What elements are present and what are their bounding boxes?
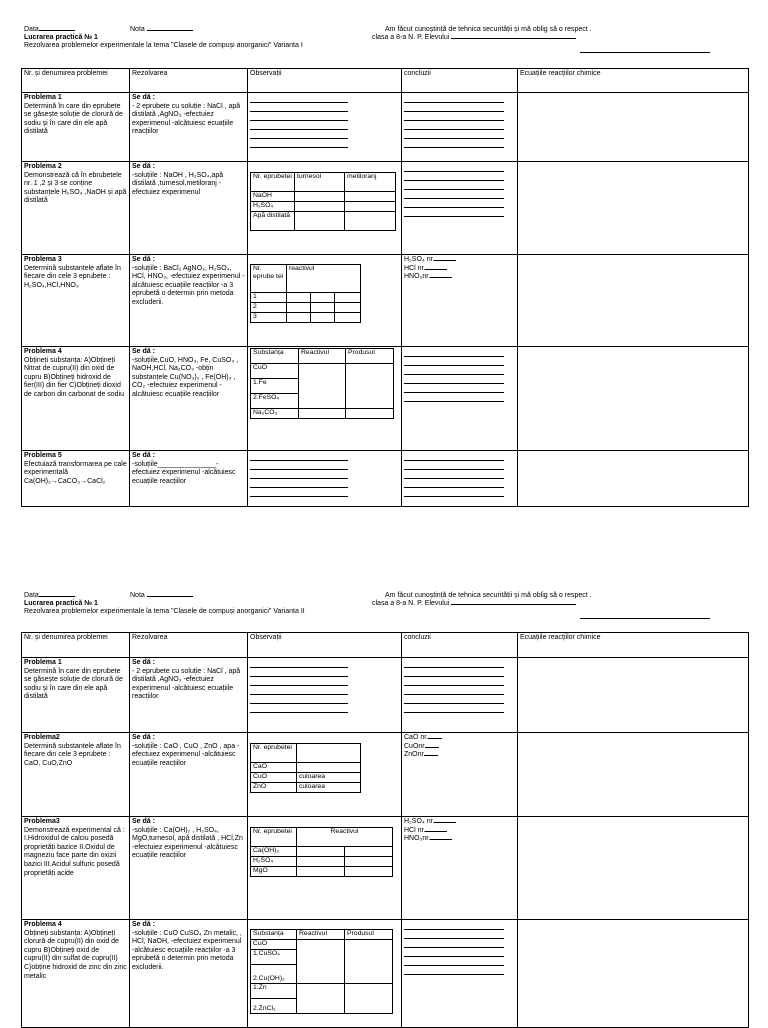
table-row (22, 733, 749, 817)
given-title: Se dă : (132, 94, 155, 101)
inner-header: Substanța (251, 930, 297, 940)
problem-text: Determină substantele aflate în fiecare din cele 3 eprubete : CaO, CuO,ZnO (24, 742, 121, 767)
given-text: -soluțiile : CuO CuSO₄ Zn metalic, , HCl, NaOH, -efectuiez experimenul -alcătuiesc ecuațiile reacțiilor -a 3 eprubetă o determin prin metoda excluderii. (132, 929, 242, 971)
given-title: Se dă : (132, 921, 155, 928)
worksheet-subtitle: Rezolvarea problemelor experimentale la tema "Clasele de compuși anorganici" Varianta II (24, 608, 305, 615)
worksheet-title: Lucrarea practică № 1 (24, 600, 98, 607)
given-text: -soluțiile : Ca(OH)₂ , H₂SO₄, MgO,turnesol, apă distilată , HCl,Zn -efectuiez experimenul -alcătuiesc ecuațiile reacțiilor (132, 826, 243, 860)
col-header: Ecuațiile reacțiilor chimice (518, 633, 749, 658)
worksheet-subtitle: Rezolvarea problemelor experimentale la tema "Clasele de compuși anorganici" Varianta I (24, 42, 303, 49)
inner-row-label: 1.CuSO₄ (251, 950, 297, 965)
date-field: Data (24, 592, 75, 601)
conclusion-item[interactable]: H₂SO₄ nr. (404, 818, 515, 827)
student-name-line (580, 614, 710, 623)
col-header: Rezolvarea (130, 69, 248, 93)
equations-cell[interactable] (518, 451, 749, 507)
given-text: - 2 eprubete cu soluție : NaCl , apă distilată ,AgNO₃ -efectuiez experimenul -alcătuiesc ecuațiile reacțiilor (132, 102, 241, 136)
equations-cell[interactable] (518, 93, 749, 162)
given-text: -soluțiile,CuO, HNO₃, Fe, CuSO₄ , NaOH,HCl, Na₂CO₃ -obțin substanțele Cu(NO₃)₂ , Fe(OH)₃ , CO₂ -efectuiez experimenul -alcătuiesc ecuațiile reacțiilor (132, 356, 239, 398)
observation-lines[interactable] (250, 659, 348, 713)
class-student-field: clasa a 8-a N. P. Elevului (372, 600, 576, 609)
inner-row-label: CuO (251, 773, 297, 783)
synthesis-table (250, 929, 393, 1014)
equations-cell[interactable] (518, 733, 749, 817)
given-text: - 2 eprubete cu soluție : NaCl , apă distilată ,AgNO₃ -efectuiez experimenul -alcătuiesc ecuațiile reacțiilor (132, 667, 241, 701)
inner-row-label: Apă distilată (251, 212, 295, 231)
conclusion-lines[interactable] (404, 163, 504, 217)
table-row (22, 347, 749, 451)
color-table (250, 743, 361, 793)
table-header-row (22, 633, 749, 658)
col-header: Nr. și denumirea problemei (22, 633, 130, 658)
given-title: Se dă : (132, 452, 155, 459)
inner-header: Nr. eprubetei (251, 828, 297, 847)
problem-title: Problema 1 (24, 659, 62, 666)
given-text: -soluțiile : NaOH , H₂SO₄,apă distilată ,turnesol,metiloranj -efectuiez experimenul (132, 171, 224, 196)
inner-header: Nr. eprubetei (251, 744, 297, 763)
conclusion-lines[interactable] (404, 452, 504, 497)
inner-header: Nr. eprubetei (251, 173, 295, 192)
given-title: Se dă : (132, 734, 155, 741)
grade-field: Nota (130, 26, 193, 35)
inner-row-label: 2.Cu(OH)₂ (251, 965, 297, 984)
reagent-table (250, 264, 361, 323)
problem-text: Efectuiază transformarea pe cale experimentală Ca(OH)₂→CaCO₃→CaCl₂ (24, 460, 127, 485)
given-title: Se dă : (132, 818, 155, 825)
given-title: Se dă : (132, 348, 155, 355)
safety-statement: Am făcut cunoștință de tehnica securității și mă oblig să o respect . (385, 592, 592, 599)
table-row (22, 451, 749, 507)
date-field: Data (24, 26, 75, 35)
col-header: Observații (248, 69, 402, 93)
table-row (22, 817, 749, 920)
conclusion-item[interactable]: H₂SO₄ nr. (404, 256, 515, 265)
inner-header: metiloranj (345, 173, 396, 192)
problem-title: Problema 5 (24, 452, 62, 459)
problem-text: Demonstrează experimental că : I.Hidroxidul de calciu posedă proprietăți bazice II.Oxidul de magneziu face parte din oxizii bazici III.Acidul sulfuric posedă proprietăți acide (24, 826, 125, 877)
table-row (22, 93, 749, 162)
problem-text: Demonstrează că în ebrubetele nr. 1 ,2 și 3 se conține substanțele H₂SO₄ ,NaOH și apă distilată (24, 171, 127, 205)
table-row (22, 658, 749, 733)
conclusion-item[interactable]: HCl nr. (404, 265, 515, 274)
conclusion-item[interactable]: HNO₃nr. (404, 273, 515, 282)
inner-row-label: 1 (251, 293, 287, 303)
inner-cell[interactable]: culoarea (297, 783, 361, 793)
table-row (22, 162, 749, 255)
inner-row-label: 2.FeSO₄ (251, 394, 299, 409)
table-header-row (22, 69, 749, 93)
inner-row-label: ZnO (251, 783, 297, 793)
problem-title: Problema2 (24, 734, 60, 741)
col-header: concluzii (402, 633, 518, 658)
class-student-field: clasa a 8-a N. P. Elevului (372, 34, 576, 43)
inner-header: Nr. eprube tei (251, 265, 287, 293)
given-text: -soluțiile : CaO , CuO , ZnO , apa -efectuiez experimenul -alcătuiesc ecuațiile reacțiilor (132, 742, 240, 767)
inner-cell[interactable] (297, 763, 361, 773)
table-row (22, 920, 749, 1028)
problem-title: Problema 4 (24, 921, 62, 928)
inner-header: reactivul (287, 265, 361, 293)
worksheet-title: Lucrarea practică № 1 (24, 34, 98, 41)
problems-table (21, 68, 749, 507)
equations-cell[interactable] (518, 658, 749, 733)
col-header: concluzii (402, 69, 518, 93)
conclusion-item[interactable]: CaO nr. (404, 734, 515, 743)
conclusion-item[interactable]: HCl nr. (404, 827, 515, 836)
inner-header (297, 744, 361, 763)
inner-row-label: 1.Zn (251, 984, 297, 999)
conclusion-lines[interactable] (404, 921, 504, 975)
problem-text: Determină în care din eprubete se găsește soluție de clorură de sodiu și în care din ele apă distilată (24, 102, 123, 136)
col-header: Nr. și denumirea problemei (22, 69, 130, 93)
col-header: Ecuațiile reacțiilor chimice (518, 69, 749, 93)
inner-header: Substanța (251, 349, 299, 364)
problem-title: Problema 4 (24, 348, 62, 355)
problem-title: Problema 3 (24, 256, 62, 263)
equations-cell[interactable] (518, 347, 749, 451)
safety-statement: Am făcut cunoștință de tehnica securității și mă oblig să o respect . (385, 26, 592, 33)
table-row (22, 255, 749, 347)
inner-row-label: Ca(OH)₂ (251, 847, 297, 857)
inner-row-label: 2.ZnCl₂ (251, 999, 297, 1014)
given-title: Se dă : (132, 659, 155, 666)
inner-row-label: Na₂CO₃ (251, 409, 299, 419)
inner-cell[interactable]: culoarea (297, 773, 361, 783)
indicator-table (250, 172, 396, 231)
inner-header: Reactivul (299, 349, 346, 364)
inner-row-label: 1.Fe (251, 379, 299, 394)
col-header: Rezolvarea (130, 633, 248, 658)
inner-header: Reactivul (297, 930, 345, 940)
inner-row-label: 2 (251, 303, 287, 313)
inner-header: Produsul (345, 930, 393, 940)
given-text: -soluțiile : BaCl₂ AgNO₃, H₂SO₄, HCl, HNO₃, -efectuiez experimenul -alcătuiesc ecuațiile reacțiilor -a 3 eprubetă o determin prin metoda excluderii. (132, 264, 245, 306)
conclusion-lines[interactable] (404, 659, 504, 713)
problem-title: Problema3 (24, 818, 60, 825)
inner-row-label: H₂SO₄ (251, 857, 297, 867)
inner-row-label: CaO (251, 763, 297, 773)
grade-field: Nota (130, 592, 193, 601)
col-header: Observații (248, 633, 402, 658)
equations-cell[interactable] (518, 920, 749, 1028)
inner-row-label: H₂SO₄ (251, 202, 295, 212)
inner-row-label: 3 (251, 313, 287, 323)
given-text: -soluțiile_______________- efectuiez experimenul -alcătuiesc ecuațiile reacțiilor (132, 460, 236, 485)
inner-row-label: CuO (251, 940, 297, 950)
problem-title: Problema 2 (24, 163, 62, 170)
problem-text: Determină în care din eprubete se găsește soluție de clorură de sodiu și în care din ele apă distilată (24, 667, 123, 701)
given-title: Se dă : (132, 256, 155, 263)
inner-row-label: MgO (251, 867, 297, 877)
conclusion-lines[interactable] (404, 348, 504, 402)
inner-row-label: NaOH (251, 192, 295, 202)
reagent-table (250, 827, 393, 877)
synthesis-table (250, 348, 394, 419)
problem-title: Problema 1 (24, 94, 62, 101)
problems-table (21, 632, 749, 1028)
equations-cell[interactable] (518, 817, 749, 920)
observation-lines[interactable] (250, 452, 348, 497)
inner-header: Produsul (346, 349, 394, 364)
given-title: Se dă : (132, 163, 155, 170)
equations-cell[interactable] (518, 162, 749, 255)
conclusion-lines[interactable] (404, 94, 504, 148)
conclusion-item[interactable]: ZnOnr (404, 751, 515, 760)
problem-text: Determină substantele aflate în fiecare din cele 3 eprubete : H₂SO₄,HCl,HNO₃ (24, 264, 121, 289)
inner-header: turnesol (295, 173, 345, 192)
observation-lines[interactable] (250, 94, 348, 148)
student-name-line (580, 48, 710, 57)
equations-cell[interactable] (518, 255, 749, 347)
conclusion-item[interactable]: HNO₃nr. (404, 835, 515, 844)
conclusion-item[interactable]: CuOnr (404, 743, 515, 752)
problem-text: Obțineți substanța: A)Obțineți clorură de cupru(II) din oxid de cupru B)Obțineți oxid de cupru(II) din sulfat de cupru(II) C)obține hidroxid de zinc din zinc metalic (24, 929, 127, 980)
problem-text: Obțineți substanța: A)Obțineți Nitrat de cupru(II) din oxid de cupru B)Obțineți hidroxid de fier(III) din fier C)Obțineți dioxid de carbon din carbonat de sodiu (24, 356, 125, 398)
inner-row-label: CuO (251, 364, 299, 379)
inner-header: Reactivul (297, 828, 393, 847)
